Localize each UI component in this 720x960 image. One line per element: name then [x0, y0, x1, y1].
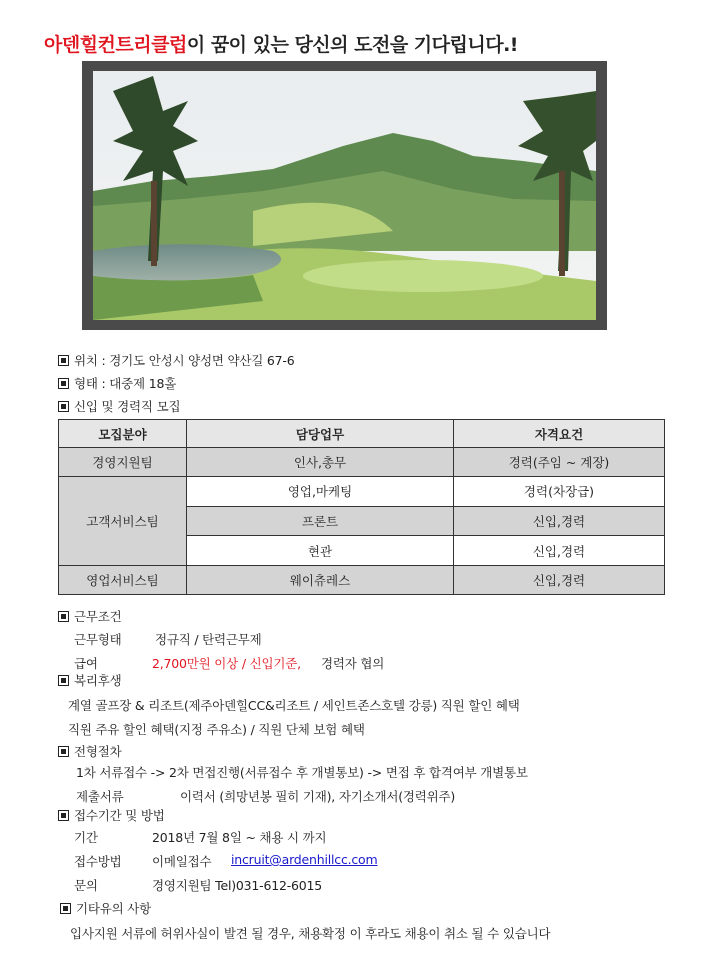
- apply-period-value: 2018년 7월 8일 ~ 채용 시 까지: [152, 830, 327, 845]
- header-team: 모집분야: [59, 420, 187, 448]
- welfare-line-2: 직원 주유 할인 혜택(지정 주유소) / 직원 단체 보험 혜택: [68, 722, 365, 737]
- table-row: [59, 477, 665, 507]
- requirement-cell: 신입,경력: [454, 536, 665, 566]
- recruitment-table: [58, 419, 665, 595]
- requirement-cell: 신입,경력: [454, 566, 665, 595]
- requirement-cell: 경력(차장급): [454, 477, 665, 507]
- team-cell: 영업서비스팀: [59, 566, 187, 595]
- section-conditions-title: 근무조건: [58, 607, 122, 625]
- process-docs-value: 이력서 (희망년봉 필히 기재), 자기소개서(경력위주): [180, 789, 456, 804]
- checkbox-bullet-icon: [58, 746, 69, 757]
- checkbox-bullet-icon: [58, 675, 69, 686]
- duty-cell: 현관: [187, 536, 454, 566]
- golf-course-illustration: [93, 71, 596, 320]
- duty-cell: 프론트: [187, 506, 454, 536]
- header-duty: 담당업무: [187, 420, 454, 448]
- apply-email-link[interactable]: incruit@ardenhillcc.com: [231, 852, 378, 867]
- apply-method-label: 접수방법: [74, 854, 122, 869]
- checkbox-bullet-icon: [58, 611, 69, 622]
- apply-period-label: 기간: [74, 830, 98, 845]
- checkbox-bullet-icon: [58, 378, 69, 389]
- apply-method-value: 이메일접수: [152, 854, 212, 869]
- conditions-pay-note: 경력자 협의: [321, 656, 385, 671]
- golf-course-photo: [82, 61, 607, 330]
- checkbox-bullet-icon: [58, 401, 69, 412]
- table-header-row: [59, 420, 665, 448]
- page-headline: [44, 30, 518, 57]
- conditions-form-label: 근무형태: [74, 632, 122, 647]
- brand-name: 아덴힐컨트리클럽: [44, 34, 187, 56]
- header-requirement: 자격요건: [454, 420, 665, 448]
- duty-cell: 영업,마케팅: [187, 477, 454, 507]
- conditions-pay-label: 급여: [74, 656, 98, 671]
- section-notes-title: 기타유의 사항: [60, 899, 151, 917]
- apply-contact-label: 문의: [74, 878, 98, 893]
- team-cell: 경영지원팀: [59, 448, 187, 477]
- table-row: [59, 566, 665, 595]
- conditions-form-value: 정규직 / 탄력근무제: [155, 632, 262, 647]
- checkbox-bullet-icon: [58, 810, 69, 821]
- process-steps: 1차 서류접수 -> 2차 면접진행(서류접수 후 개별통보) -> 면접 후 합격여부 개별통보: [76, 765, 528, 780]
- checkbox-bullet-icon: [58, 355, 69, 366]
- info-recruit: 신입 및 경력직 모집: [58, 397, 180, 415]
- checkbox-bullet-icon: [60, 903, 71, 914]
- info-location: 위치 : 경기도 안성시 양성면 약산길 67-6: [58, 351, 294, 369]
- requirement-cell: 신입,경력: [454, 506, 665, 536]
- conditions-pay-highlight: 2,700만원 이상 / 신입기준,: [152, 656, 301, 671]
- info-type: 형태 : 대중제 18홀: [58, 374, 176, 392]
- duty-cell: 웨이츄레스: [187, 566, 454, 595]
- section-apply-title: 접수기간 및 방법: [58, 806, 165, 824]
- welfare-line-1: 계열 골프장 & 리조트(제주아덴힐CC&리조트 / 세인트존스호텔 강릉) 직원 할인 혜택: [68, 698, 520, 713]
- headline-text: 이 꿈이 있는 당신의 도전을 기다립니다.!: [186, 34, 518, 56]
- apply-contact-value: 경영지원팀 Tel)031-612-6015: [152, 878, 323, 893]
- duty-cell: 인사,총무: [187, 448, 454, 477]
- requirement-cell: 경력(주임 ~ 계장): [454, 448, 665, 477]
- process-docs-label: 제출서류: [76, 789, 124, 804]
- section-welfare-title: 복리후생: [58, 671, 122, 689]
- table-row: [59, 448, 665, 477]
- section-process-title: 전형절차: [58, 742, 122, 760]
- notes-line: 입사지원 서류에 허위사실이 발견 될 경우, 채용확정 이 후라도 채용이 취소 될 수 있습니다: [70, 926, 551, 941]
- team-cell: 고객서비스팀: [59, 477, 187, 566]
